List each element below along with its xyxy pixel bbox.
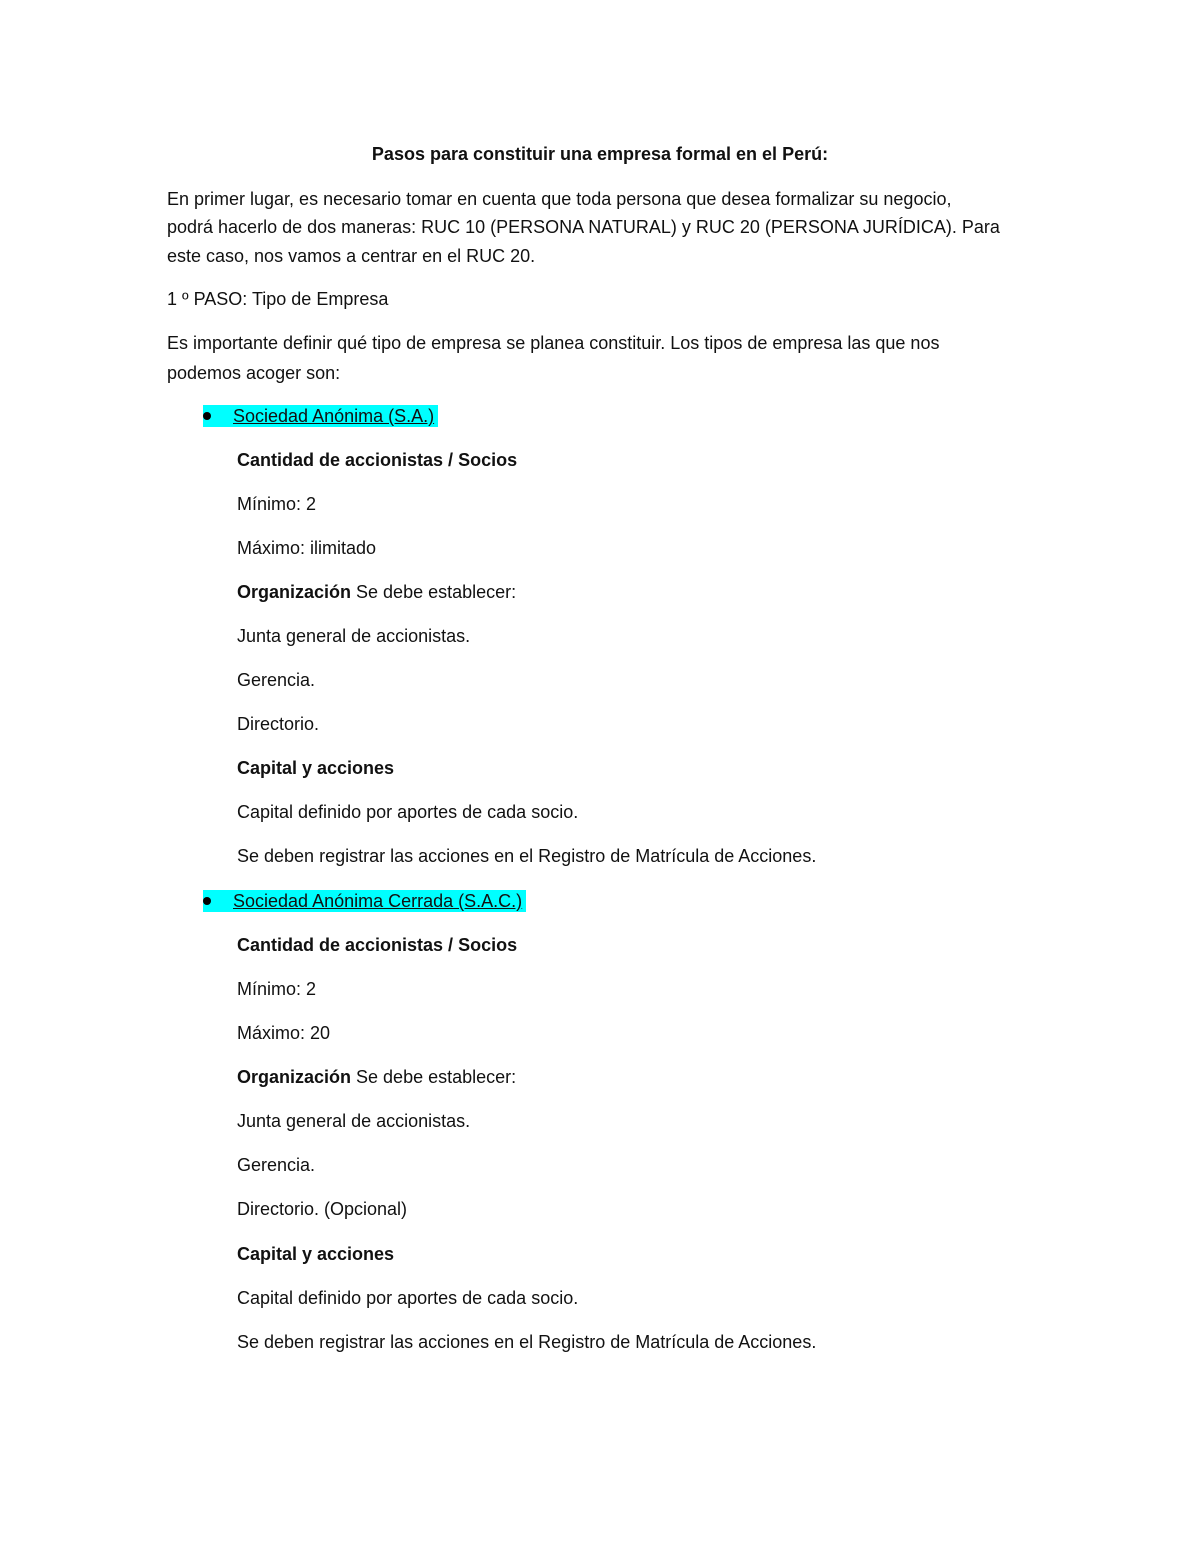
min-shareholders: Mínimo: 2 xyxy=(237,494,317,514)
max-shareholders: Máximo: 20 xyxy=(237,1023,331,1043)
company-heading-sac[interactable]: Sociedad Anónima Cerrada (S.A.C.) xyxy=(233,890,526,912)
organization-line xyxy=(237,581,516,603)
document-title: Pasos para constituir una empresa formal en el Perú: xyxy=(371,144,829,164)
organization-heading: Organización xyxy=(237,582,352,602)
organization-description: Se debe establecer: xyxy=(351,582,517,602)
organization-item: Directorio. (Opcional) xyxy=(237,1199,408,1219)
max-shareholders: Máximo: ilimitado xyxy=(237,538,377,558)
step-heading: 1 º PASO: Tipo de Empresa xyxy=(167,289,389,309)
shareholders-heading: Cantidad de accionistas / Socios xyxy=(237,935,518,955)
company-heading-sa[interactable]: Sociedad Anónima (S.A.) xyxy=(233,405,438,427)
organization-item: Directorio. xyxy=(237,714,320,734)
capital-item: Capital definido por aportes de cada socio. xyxy=(237,1288,579,1308)
organization-item: Gerencia. xyxy=(237,1155,316,1175)
step-description-line-1: Es importante definir qué tipo de empresa se planea constituir. Los tipos de empresa las que nos xyxy=(167,333,940,353)
intro-line-2: podrá hacerlo de dos maneras: RUC 10 (PERSONA NATURAL) y RUC 20 (PERSONA JURÍDICA). Para xyxy=(167,217,1000,237)
intro-line-3: este caso, nos vamos a centrar en el RUC 20. xyxy=(167,246,536,266)
capital-item: Capital definido por aportes de cada socio. xyxy=(237,802,579,822)
step-description-line-2: podemos acoger son: xyxy=(167,363,341,383)
intro-line-1: En primer lugar, es necesario tomar en cuenta que toda persona que desea formalizar su negocio, xyxy=(167,189,952,209)
bullet-icon xyxy=(203,405,233,427)
organization-item: Gerencia. xyxy=(237,670,316,690)
capital-heading: Capital y acciones xyxy=(237,758,395,778)
shareholders-heading: Cantidad de accionistas / Socios xyxy=(237,450,518,470)
min-shareholders: Mínimo: 2 xyxy=(237,979,317,999)
capital-item: Se deben registrar las acciones en el Registro de Matrícula de Acciones. xyxy=(237,1332,817,1352)
capital-item: Se deben registrar las acciones en el Registro de Matrícula de Acciones. xyxy=(237,846,817,866)
organization-line xyxy=(237,1066,516,1088)
organization-item: Junta general de accionistas. xyxy=(237,626,471,646)
organization-heading: Organización xyxy=(237,1067,352,1087)
capital-heading: Capital y acciones xyxy=(237,1244,395,1264)
organization-item: Junta general de accionistas. xyxy=(237,1111,471,1131)
organization-description: Se debe establecer: xyxy=(351,1067,517,1087)
bullet-icon xyxy=(203,890,233,912)
